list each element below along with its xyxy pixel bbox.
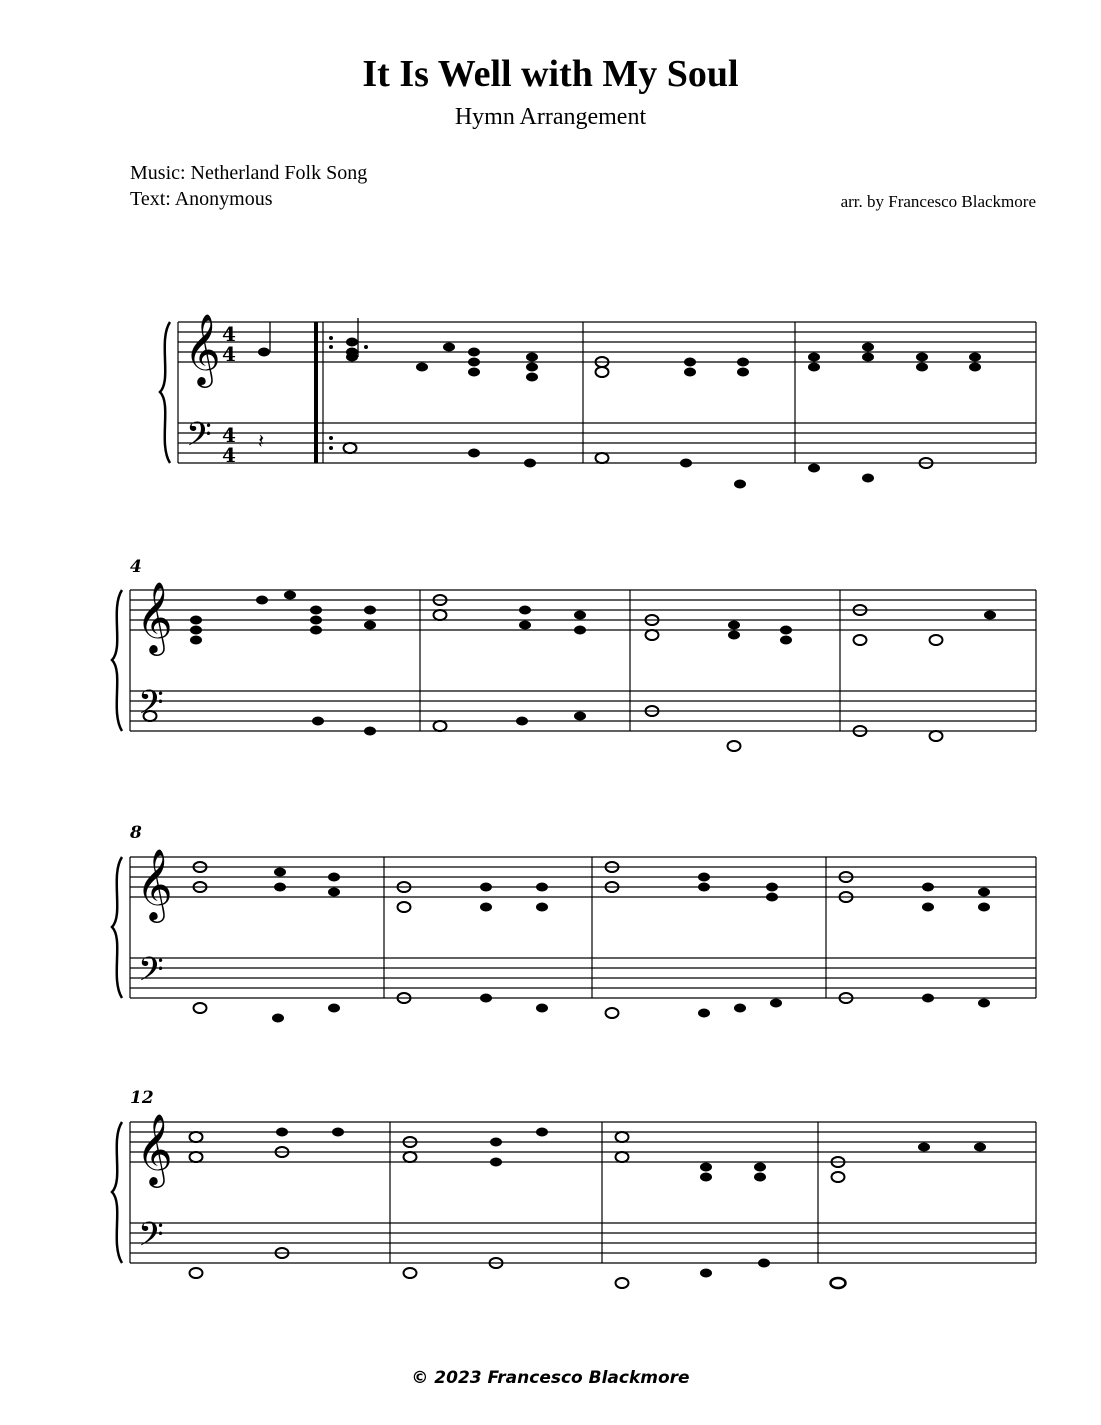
score-subtitle: Hymn Arrangement bbox=[454, 104, 647, 130]
bass-clef-icon: 𝄢 bbox=[186, 416, 212, 462]
measure-number: 12 bbox=[130, 1088, 154, 1108]
bass-clef-icon: 𝄢 bbox=[138, 951, 164, 997]
bass-clef-icon: 𝄢 bbox=[138, 684, 164, 730]
system-3-symbols bbox=[129, 823, 990, 1023]
system-4-symbols bbox=[130, 1088, 986, 1288]
treble-clef-icon: 𝄞 bbox=[136, 580, 173, 653]
score-title: It Is Well with My Soul bbox=[362, 53, 739, 95]
svg-text:4: 4 bbox=[222, 443, 236, 467]
measure-number: 4 bbox=[130, 557, 142, 577]
system-2 bbox=[112, 590, 1036, 731]
music-credit: Music: Netherland Folk Song bbox=[130, 162, 368, 184]
measure-number: 8 bbox=[130, 823, 142, 843]
system-4 bbox=[112, 1122, 1036, 1263]
arranger-credit: arr. by Francesco Blackmore bbox=[840, 192, 1036, 211]
treble-clef-icon: 𝄞 bbox=[184, 312, 221, 385]
bass-clef-icon: 𝄢 bbox=[138, 1216, 164, 1262]
system-3 bbox=[112, 857, 1036, 998]
svg-text:4: 4 bbox=[222, 322, 236, 346]
system-2-symbols bbox=[130, 557, 996, 751]
svg-text:𝄽: 𝄽 bbox=[258, 429, 265, 453]
treble-clef-icon: 𝄞 bbox=[136, 847, 173, 920]
svg-text:4: 4 bbox=[222, 342, 236, 366]
system-1 bbox=[160, 322, 1036, 463]
copyright-notice: © 2023 Francesco Blackmore bbox=[411, 1368, 690, 1388]
svg-text:4: 4 bbox=[222, 423, 236, 447]
text-credit: Text: Anonymous bbox=[130, 188, 273, 210]
treble-clef-icon: 𝄞 bbox=[136, 1112, 173, 1185]
